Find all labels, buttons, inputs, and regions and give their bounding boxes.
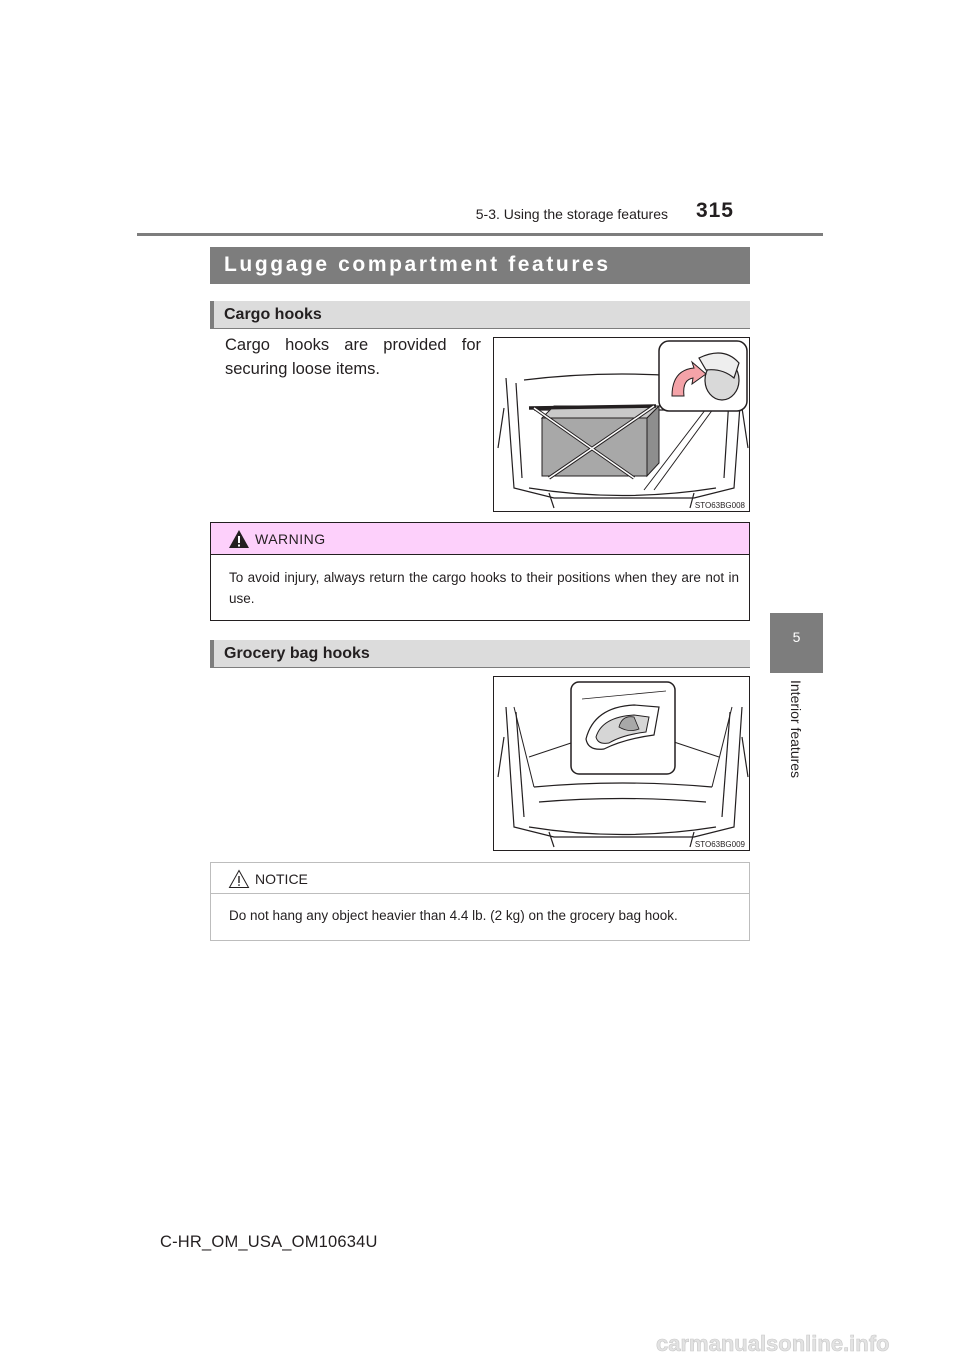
header-rule (137, 233, 823, 236)
cargo-hooks-description: Cargo hooks are provided for securing loose items. (225, 336, 481, 378)
cargo-hooks-heading: Cargo hooks (224, 306, 322, 323)
watermark-text: carmanualsonline.info (656, 1331, 890, 1356)
page-number: 315 (695, 199, 734, 222)
page-title: Luggage compartment features (224, 253, 611, 276)
grocery-bag-hooks-illustration (493, 676, 750, 851)
grocery-bag-hooks-heading-bar (210, 640, 750, 667)
chapter-title-vertical: Interior features (788, 680, 804, 779)
caution-triangle-icon (228, 869, 250, 889)
heading-rule (210, 667, 750, 668)
warning-text: To avoid injury, always return the cargo hooks to their positions when they are not in use. (229, 570, 739, 606)
watermark (650, 1326, 960, 1358)
grocery-bag-hooks-heading: Grocery bag hooks (224, 645, 370, 662)
notice-label: NOTICE (255, 871, 308, 887)
warning-header (211, 523, 749, 555)
figure-code: STO63BG009 (694, 840, 745, 849)
notice-text: Do not hang any object heavier than 4.4 lb. (2 kg) on the grocery bag hook. (229, 908, 678, 923)
running-section-title: 5-3. Using the storage features (475, 206, 668, 222)
cargo-trunk-drawing (494, 338, 750, 512)
figure-code: STO63BG008 (694, 501, 745, 510)
notice-header (211, 863, 749, 894)
warning-label: WARNING (255, 531, 326, 547)
warning-box (210, 522, 750, 621)
notice-box (210, 862, 750, 941)
cargo-hooks-illustration (493, 337, 750, 512)
grocery-hook-drawing (494, 677, 750, 851)
cargo-hooks-heading-bar (210, 301, 750, 328)
heading-rule (210, 328, 750, 329)
page-title-bar (210, 247, 750, 284)
document-id: C-HR_OM_USA_OM10634U (160, 1233, 378, 1251)
warning-triangle-icon (228, 529, 250, 549)
chapter-number: 5 (792, 629, 801, 645)
